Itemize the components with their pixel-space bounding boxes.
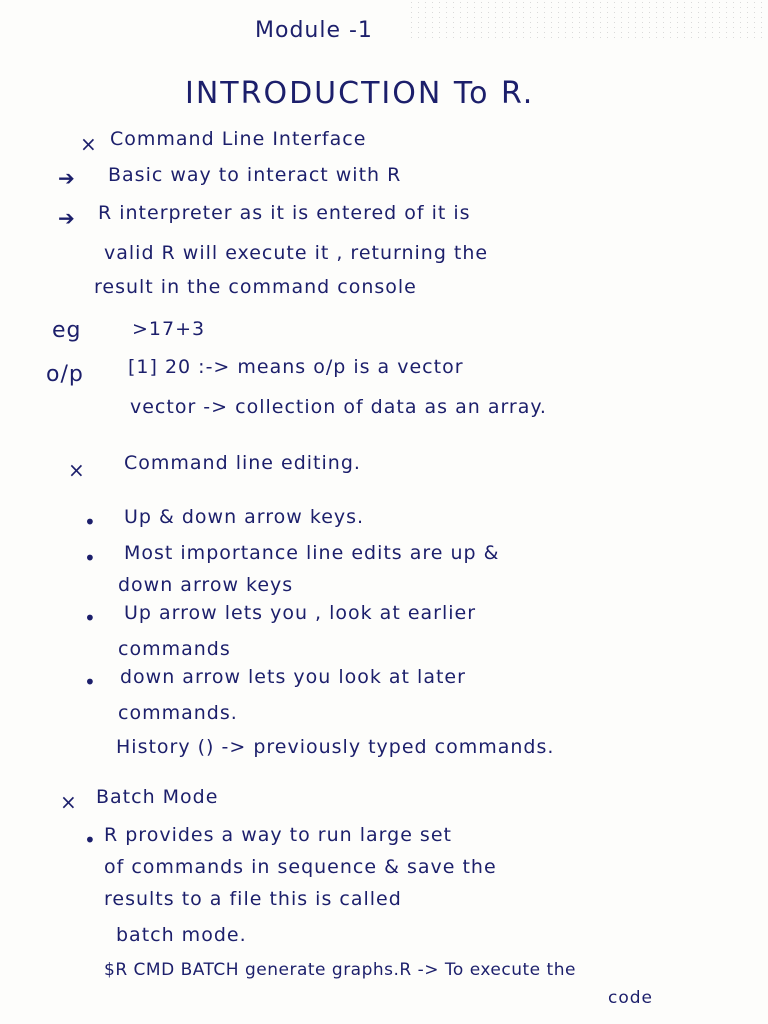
bullet-mark: • bbox=[84, 606, 96, 630]
op-text: [1] 20 :-> means o/p is a vector bbox=[128, 356, 464, 378]
batch-command: $R CMD BATCH generate graphs.R -> To execute the bbox=[104, 960, 576, 980]
batch-heading: Batch Mode bbox=[96, 786, 219, 808]
history-note: History () -> previously typed commands. bbox=[116, 736, 555, 758]
bullet-mark: • bbox=[84, 828, 96, 852]
module-heading: Module -1 bbox=[255, 18, 373, 43]
cli-point-1: Basic way to interact with R bbox=[108, 164, 402, 186]
batch-bullet-1a: R provides a way to run large set bbox=[104, 824, 452, 846]
eg-text: >17+3 bbox=[132, 318, 206, 340]
bullet-mark: • bbox=[84, 510, 96, 534]
editing-bullet-4b: commands. bbox=[118, 702, 238, 724]
batch-bullet-1b: of commands in sequence & save the bbox=[104, 856, 497, 878]
editing-bullet-4a: down arrow lets you look at later bbox=[120, 666, 466, 688]
cross-mark: × bbox=[80, 132, 97, 156]
vector-definition: vector -> collection of data as an array. bbox=[130, 396, 547, 418]
batch-bullet-1d: batch mode. bbox=[116, 924, 247, 946]
arrow-mark: ➔ bbox=[58, 206, 75, 230]
batch-command-cont: code bbox=[608, 988, 653, 1008]
editing-bullet-3a: Up arrow lets you , look at earlier bbox=[124, 602, 477, 624]
bullet-mark: • bbox=[84, 546, 96, 570]
cross-mark: × bbox=[68, 458, 85, 482]
cli-point-2a: R interpreter as it is entered of it is bbox=[98, 202, 471, 224]
editing-bullet-3b: commands bbox=[118, 638, 231, 660]
batch-bullet-1c: results to a file this is called bbox=[104, 888, 402, 910]
editing-bullet-1: Up & down arrow keys. bbox=[124, 506, 365, 528]
paper-speckle bbox=[408, 0, 768, 40]
cli-point-2b: valid R will execute it , returning the bbox=[104, 242, 489, 264]
arrow-mark: ➔ bbox=[58, 166, 75, 190]
cli-heading: Command Line Interface bbox=[110, 128, 367, 150]
page-title: INTRODUCTION To R. bbox=[185, 76, 535, 111]
editing-bullet-2a: Most importance line edits are up & bbox=[124, 542, 500, 564]
op-label: o/p bbox=[46, 362, 84, 387]
editing-heading: Command line editing. bbox=[124, 452, 361, 474]
bullet-mark: • bbox=[84, 670, 96, 694]
eg-label: eg bbox=[52, 318, 82, 343]
cli-point-2c: result in the command console bbox=[94, 276, 417, 298]
cross-mark: × bbox=[60, 790, 77, 814]
editing-bullet-2b: down arrow keys bbox=[118, 574, 294, 596]
